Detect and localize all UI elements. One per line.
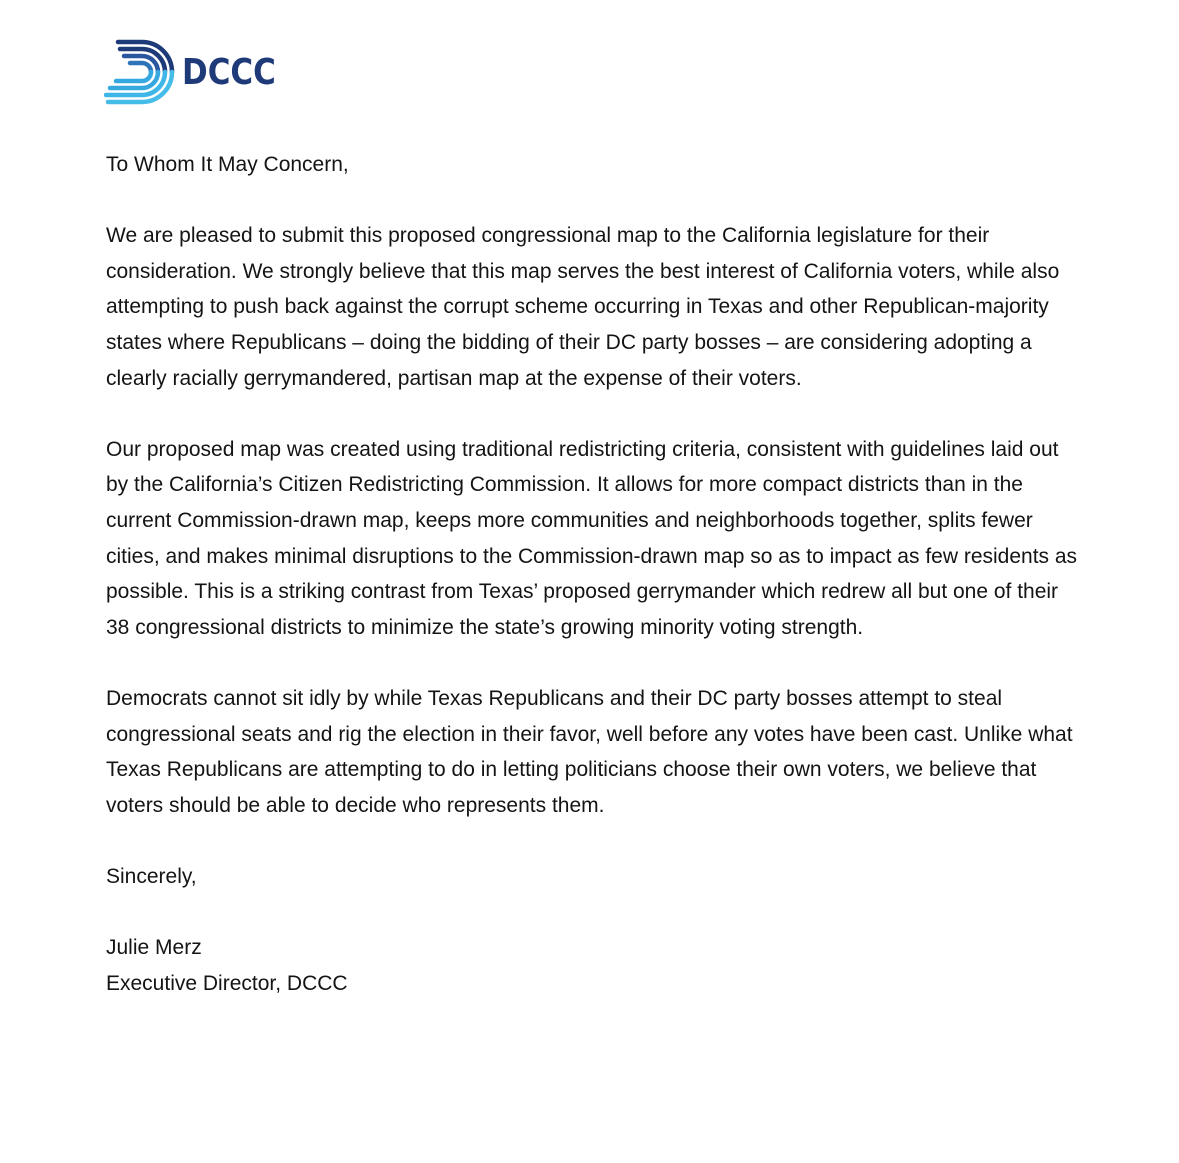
letter-body xyxy=(106,147,1081,1001)
signer-name: Julie Merz xyxy=(106,936,202,960)
closing: Sincerely, xyxy=(106,864,197,888)
paragraph-1: We are pleased to submit this proposed congressional map to the California legislature for their consideration. We strongly believe that this map serves the best interest of California voters, while also attempting to push back against the corrupt scheme occurring in Texas and other Republican-majority states where Republicans – doing the bidding of their DC party bosses – are considering adopting a clearly racially gerrymandered, partisan map at the expense of their voters. xyxy=(106,224,1060,390)
paragraph-3: Democrats cannot sit idly by while Texas Republicans and their DC party bosses attempt to steal congressional seats and rig the election in their favor, well before any votes have been cast. Unlike what Texas Republicans are attempting to do in letting politicians choose their own voters, we believe that voters should be able to decide who represents them. xyxy=(106,686,1073,817)
dccc-logo xyxy=(104,38,274,112)
paragraph-2: Our proposed map was created using traditional redistricting criteria, consistent with guidelines laid out by the California’s Citizen Redistricting Commission. It allows for more compact districts than in the current Commission-drawn map, keeps more communities and neighborhoods together, splits fewer cities, and makes minimal disruptions to the Commission-drawn map so as to impact as few residents as possible. This is a striking contrast from Texas’ proposed gerrymander which redrew all but one of their 38 congressional districts to minimize the state’s growing minority voting strength. xyxy=(106,437,1078,639)
dccc-logo-mark-icon xyxy=(104,38,180,112)
signer-title: Executive Director, DCCC xyxy=(106,971,348,995)
salutation: To Whom It May Concern, xyxy=(106,153,349,176)
logo-wordmark: DCCC xyxy=(182,52,276,93)
